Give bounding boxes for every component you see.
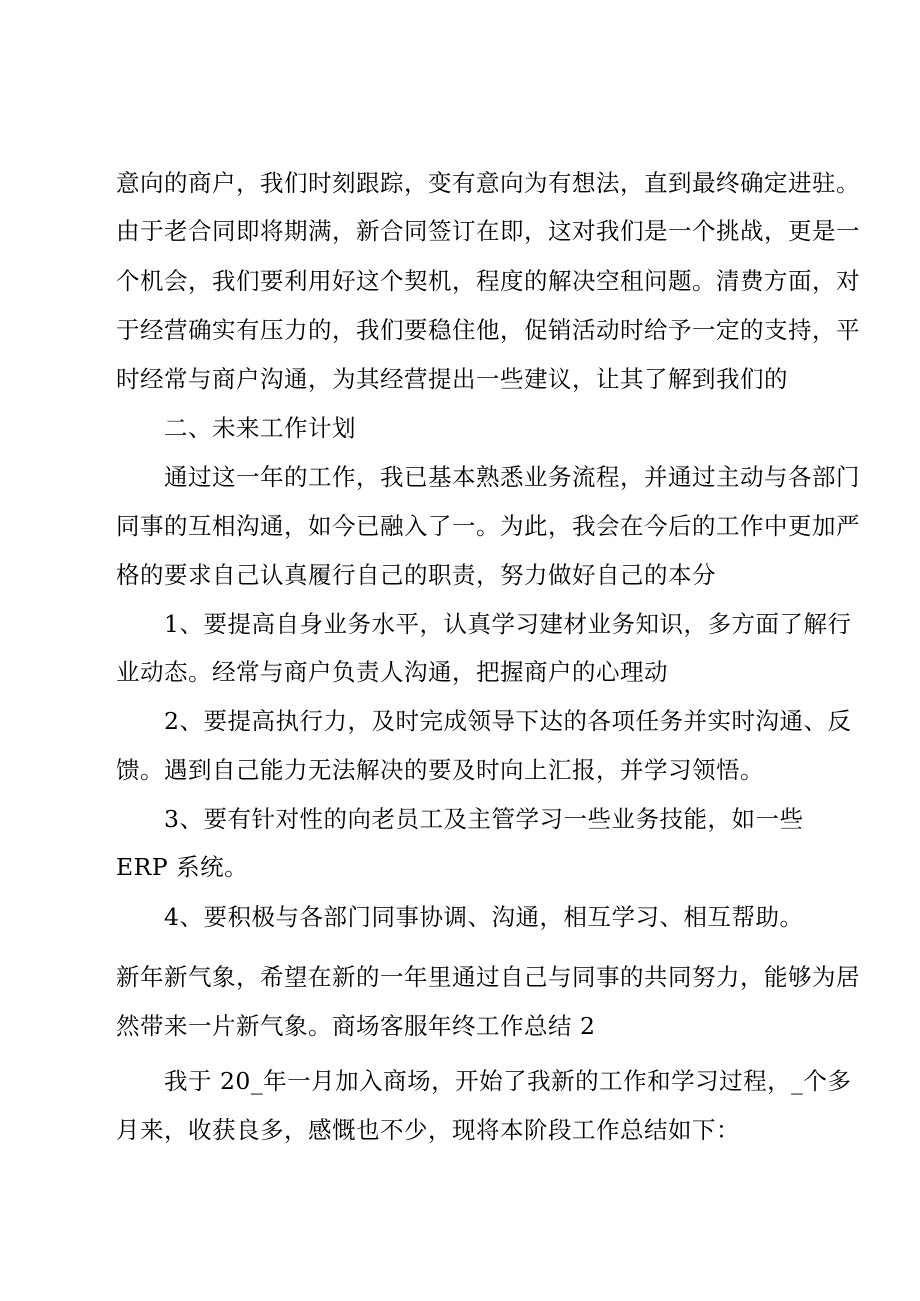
text-line: ERP 系统。: [116, 853, 249, 881]
text-line: 格的要求自己认真履行自己的职责，努力做好自己的本分: [116, 561, 716, 589]
list-item: 1、要提高自身业务水平，认真学习建材业务知识，多方面了解行: [164, 610, 852, 638]
text-line: 通过这一年的工作，我已基本熟悉业务流程，并通过主动与各部门: [164, 463, 860, 491]
text-line: 意向的商户，我们时刻跟踪，变有意向为有想法，直到最终确定进驻。: [116, 169, 860, 197]
text-line: 同事的互相沟通，如今已融入了一。为此，我会在今后的工作中更加严: [116, 512, 860, 540]
list-item: 4、要积极与各部门同事协调、沟通，相互学习、相互帮助。: [164, 903, 804, 931]
text-line: 月来，收获良多，感慨也不少，现将本阶段工作总结如下：: [116, 1116, 740, 1144]
section-heading: 二、未来工作计划: [164, 414, 356, 442]
list-item: 2、要提高执行力，及时完成领导下达的各项任务并实时沟通、反: [164, 707, 852, 735]
text-line: 个机会，我们要利用好这个契机，程度的解决空租问题。清费方面，对: [116, 267, 860, 295]
text-line: 我于 20_年一月加入商场，开始了我新的工作和学习过程，_个多: [164, 1067, 852, 1095]
text-line: 馈。遇到自己能力无法解决的要及时向上汇报，并学习领悟。: [116, 756, 764, 784]
list-item: 3、要有针对性的向老员工及主管学习一些业务技能，如一些: [164, 805, 804, 833]
text-line: 新年新气象，希望在新的一年里通过自己与同事的共同努力，能够为居: [116, 963, 860, 991]
text-line: 然带来一片新气象。商场客服年终工作总结 2: [116, 1012, 596, 1040]
text-line: 业动态。经常与商户负责人沟通，把握商户的心理动: [116, 658, 668, 686]
text-line: 时经常与商户沟通，为其经营提出一些建议，让其了解到我们的: [116, 365, 788, 393]
text-line: 于经营确实有压力的，我们要稳住他，促销活动时给予一定的支持，平: [116, 316, 860, 344]
text-line: 由于老合同即将期满，新合同签订在即，这对我们是一个挑战，更是一: [116, 217, 860, 245]
